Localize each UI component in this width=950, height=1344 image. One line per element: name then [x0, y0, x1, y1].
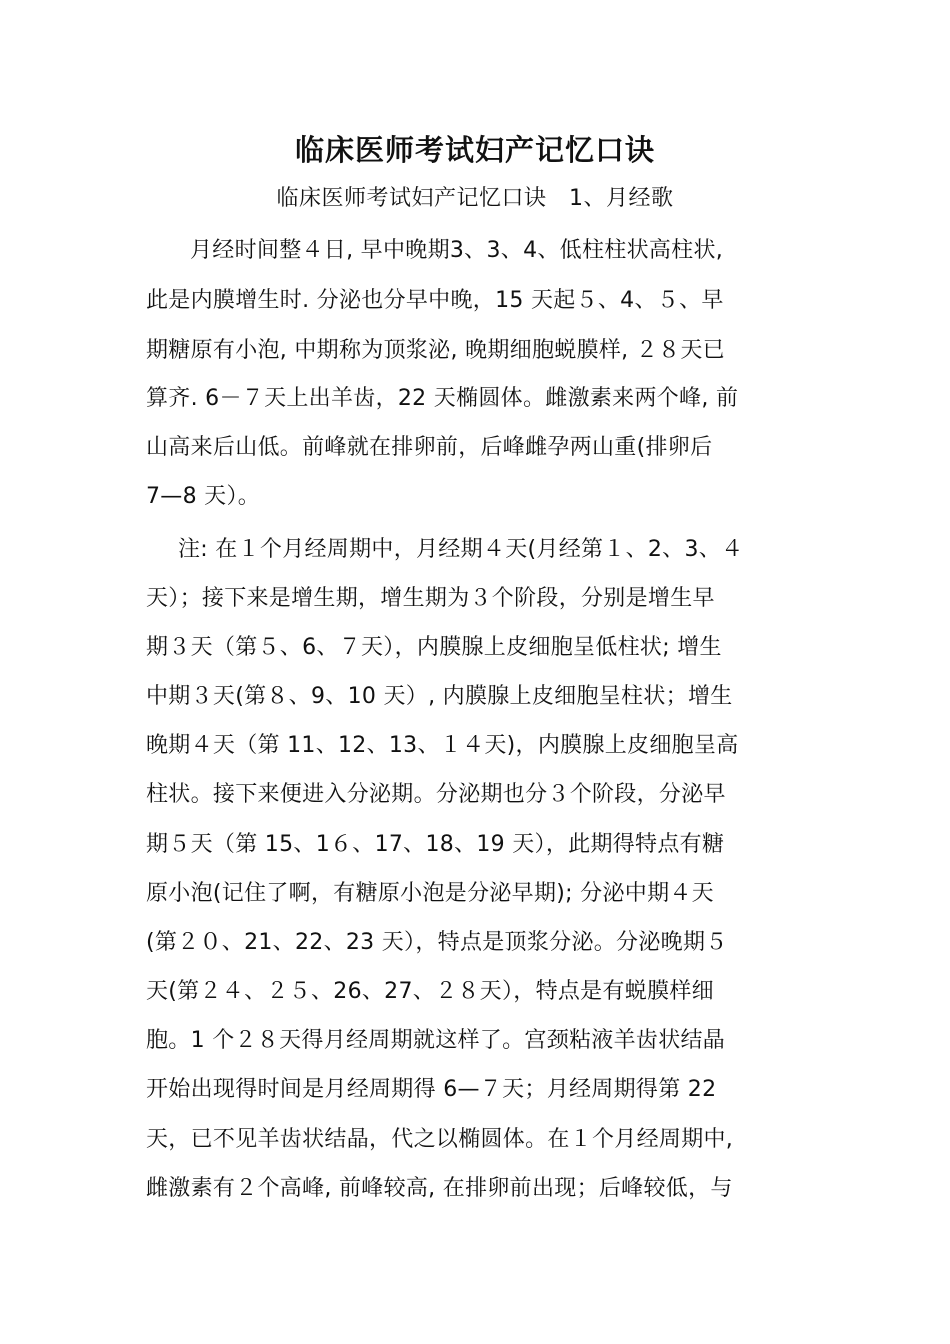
text-line: 此是内膜增生时. 分泌也分早中晚，15 天起５、4、５、早	[146, 288, 724, 313]
text-line: 期３天（第５、6、７天），内膜腺上皮细胞呈低柱状; 增生	[146, 635, 722, 660]
text-line: 天(第２４、２５、26、27、２８天），特点是有蜕膜样细	[146, 979, 714, 1004]
text-line: 柱状。接下来便进入分泌期。分泌期也分３个阶段，分泌早	[146, 782, 726, 807]
text-line: 7—8 天）。	[146, 484, 261, 509]
text-line: 算齐. 6－７天上出羊齿，22 天椭圆体。雌激素来两个峰, 前	[146, 386, 739, 411]
text-line: (第２０、21、22、23 天），特点是顶浆分泌。分泌晚期５	[146, 930, 728, 955]
text-line: 开始出现得时间是月经周期得 6—７天；月经周期得第 22	[146, 1077, 717, 1102]
text-line: 原小泡(记住了啊，有糖原小泡是分泌早期); 分泌中期４天	[146, 881, 714, 906]
text-line: 胞。1 个２８天得月经周期就这样了。宫颈粘液羊齿状结晶	[146, 1028, 726, 1053]
text-line: 天，已不见羊齿状结晶，代之以椭圆体。在１个月经周期中,	[146, 1127, 734, 1152]
text-line: 中期３天(第８、9、10 天）, 内膜腺上皮细胞呈柱状；增生	[146, 684, 733, 709]
text-line: 月经时间整４日, 早中晚期3、3、4、低柱柱状高柱状,	[190, 238, 724, 263]
text-line: 晚期４天（第 11、12、13、１４天)，内膜腺上皮细胞呈高	[146, 733, 739, 758]
text-line: 期５天（第 15、1６、17、18、19 天），此期得特点有糖	[146, 832, 725, 857]
text-line: 山高来后山低。前峰就在排卵前，后峰雌孕两山重(排卵后	[146, 435, 713, 460]
text-line: 注: 在１个月经周期中，月经期４天(月经第１、2、3、４	[178, 537, 744, 562]
text-line: 期糖原有小泡, 中期称为顶浆泌, 晚期细胞蜕膜样, ２８天已	[146, 338, 725, 363]
page-subtitle: 临床医师考试妇产记忆口诀 1、月经歌	[276, 186, 674, 211]
text-line: 雌激素有２个高峰, 前峰较高, 在排卵前出现；后峰较低，与	[146, 1176, 733, 1201]
page-title: 临床医师考试妇产记忆口诀	[294, 133, 655, 167]
text-line: 天）；接下来是增生期，增生期为３个阶段，分别是增生早	[146, 586, 715, 611]
